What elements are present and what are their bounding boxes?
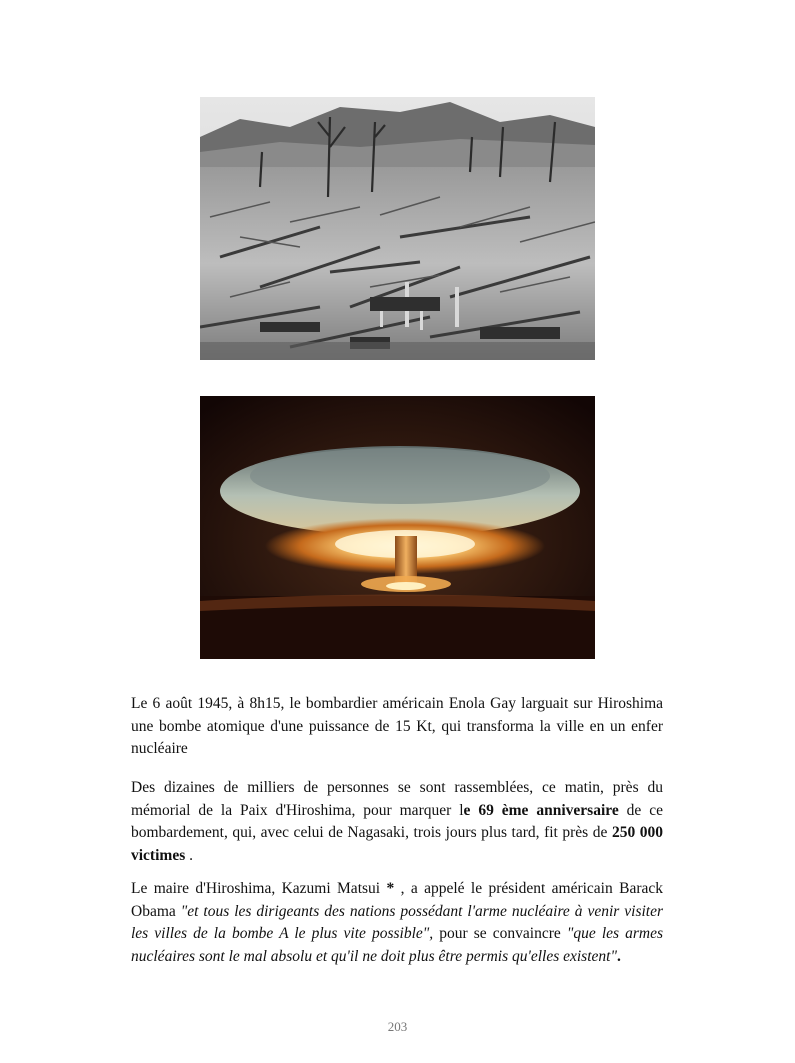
paragraph-2-bold-anniversary: e 69 ème anniversaire [463,801,619,819]
page-number: 203 [387,1019,408,1034]
paragraph-3-asterisk: * [386,880,395,897]
paragraph-2-text-a: Des dizaines de milliers de personnes se sont rassemblées, ce matin, près du mémorial de la Paix d'Hiroshima, pour marquer l [131,779,663,819]
paragraph-1-text: Le 6 août 1945, à 8h15, le bombardier américain Enola Gay larguait sur Hiroshima une bombe atomique d'une puissance de 15 Kt, qui transforma la ville en un enfer nucléaire [131,695,663,757]
paragraph-3-text-b: , a appelé le président américain Barack Obama [131,880,663,920]
paragraph-1 [131,693,663,761]
hiroshima-ruins-photo [200,97,595,360]
paragraph-3 [131,878,663,968]
paragraph-3-period: . [616,947,621,965]
mushroom-cloud-photo [200,396,595,659]
paragraph-3-quote-1: "et tous les dirigeants des nations possédant l'arme nucléaire à venir visiter les villes de la bombe A le plus vite possible", [131,902,664,942]
paragraph-3-quote-2: "que les armes nucléaires sont le mal absolu et qu'il ne doit plus être permis qu'elles existent" [131,925,664,965]
paragraph-3-text-c: pour se convaincre [433,925,567,942]
paragraph-3-text-a: Le maire d'Hiroshima, Kazumi Matsui [131,880,387,897]
paragraph-2-text-b: de ce bombardement, qui, avec celui de Nagasaki, trois jours plus tard, fit près de [131,801,664,841]
paragraph-2 [131,777,663,867]
paragraph-2-bold-victims: 250 000 victimes [131,824,664,864]
paragraph-2-text-c: . [185,846,193,864]
